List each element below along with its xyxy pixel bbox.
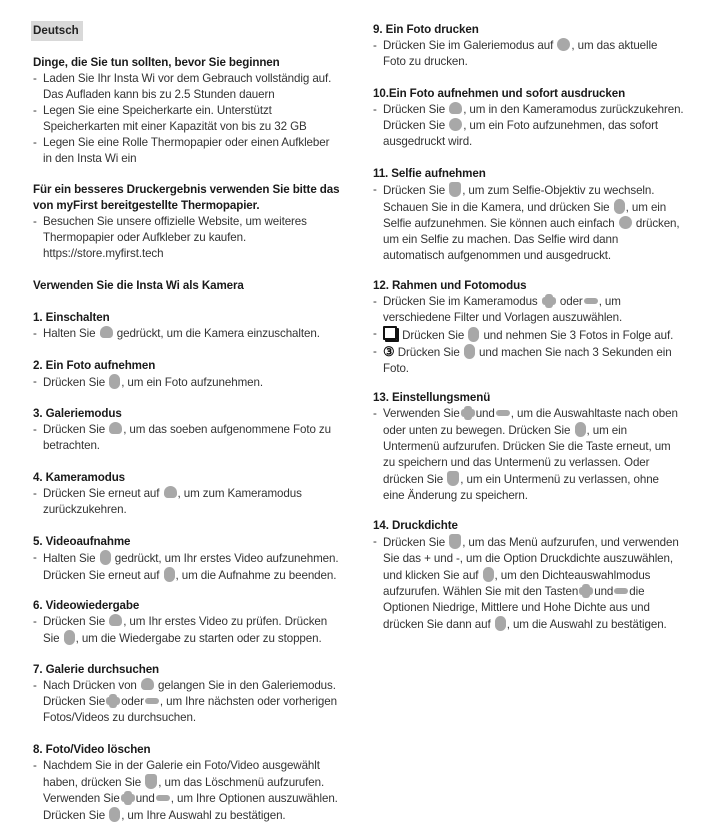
print-button-icon [557, 38, 570, 51]
section-14: 14. Druckdichte - Drücken Sie , um das Menü aufzurufen, und verwenden Sie das + und -, um die Option Druckdichte auszuwählen, und klicken Sie auf , um den Dichteauswahlmodus aufzurufen. Wählen Sie mit den Tasten und die Optionen Niedrige, Mittlere und Hohe Dichte aus und drücken Sie dann auf , um die Auswahl zu bestätigen. [373, 519, 679, 631]
section-12: 12. Rahmen und Fotomodus - Drücken Sie im Kameramodus oder , um verschiedene Filter und Vorlagen auszuwählen. - Drücken Sie und nehmen Sie 3 Fotos in Folge auf. - ③ Drücken Sie und machen Sie nach 3 Sekunden ein Foto. [373, 279, 674, 375]
minus-button-icon [156, 795, 170, 801]
section-1: 1. Einschalten - Halten Sie gedrückt, um die Kamera einzuschalten. [33, 311, 320, 340]
section-5: 5. Videoaufnahme - Halten Sie gedrückt, um Ihr erstes Video aufzunehmen. Drücken Sie erneut auf , um die Aufnahme zu beenden. [33, 535, 339, 582]
section-7: 7. Galerie durchsuchen - Nach Drücken von gelangen Sie in den Galeriemodus. Drücken Sie oder , um Ihre nächsten oder vorherigen Fotos/Videos zu durchsuchen. [33, 663, 337, 724]
section-10: 10.Ein Foto aufnehmen und sofort ausdrucken - Drücken Sie , um in den Kameramodus zurückzukehren. Drücken Sie , um ein Foto aufzunehmen, das sofort ausgedruckt wird. [373, 87, 684, 148]
plus-button-icon [121, 791, 135, 805]
shutter-button-icon [464, 344, 475, 359]
plus-button-icon [579, 584, 593, 598]
section-2: 2. Ein Foto aufnehmen - Drücken Sie , um ein Foto aufzunehmen. [33, 359, 263, 389]
section-9: 9. Ein Foto drucken - Drücken Sie im Galeriemodus auf , um das aktuelle Foto zu drucken. [373, 23, 658, 68]
section-paper: Für ein besseres Druckergebnis verwenden Sie bitte das von myFirst bereitgestellte Thermopapier. - Besuchen Sie unsere offizielle Website, um weiteres Thermopapier oder Aufkleber zu kaufen. https://store.myfirst.tech [33, 182, 353, 262]
shutter-button-icon [164, 567, 175, 582]
list-item: - Besuchen Sie unsere offizielle Website, um weiteres Thermopapier oder Aufkleber zu kaufen. https://store.myfirst.tech [33, 215, 307, 260]
gallery-button-icon [141, 678, 154, 690]
minus-button-icon [584, 298, 598, 304]
gallery-button-icon [449, 102, 462, 114]
shutter-button-icon [468, 327, 479, 342]
shutter-button-icon [575, 422, 586, 437]
language-label: Deutsch [31, 21, 83, 41]
list-item: - Legen Sie eine Speicherkarte ein. Unterstützt Speicherkarten mit einer Kapazität von bis zu 32 GB [33, 104, 307, 133]
timer-icon: ③ [383, 344, 395, 359]
store-link[interactable]: https://store.myfirst.tech [43, 247, 164, 260]
plus-button-icon [106, 694, 120, 708]
menu-button-icon [449, 534, 461, 549]
plus-button-icon [461, 406, 475, 420]
power-button-icon [100, 326, 113, 338]
shutter-button-icon [109, 807, 120, 822]
shutter-button-icon [483, 567, 494, 582]
section-4: 4. Kameramodus - Drücken Sie erneut auf , um zum Kameramodus zurückzukehren. [33, 471, 302, 516]
section-title: Dinge, die Sie tun sollten, bevor Sie beginnen [33, 56, 280, 69]
menu-button-icon [145, 774, 157, 789]
print-button-icon [449, 118, 462, 131]
menu-button-icon [447, 471, 459, 486]
shutter-button-icon [495, 616, 506, 631]
gallery-button-icon [109, 614, 122, 626]
section-before-start [33, 55, 353, 167]
print-button-icon [619, 216, 632, 229]
shutter-button-icon [100, 550, 111, 565]
gallery-button-icon [109, 422, 122, 434]
gallery-button-icon [164, 486, 177, 498]
shutter-button-icon [614, 199, 625, 214]
section-8: 8. Foto/Video löschen - Nachdem Sie in der Galerie ein Foto/Video ausgewählt haben, drücken Sie , um das Löschmenü aufzurufen. Verwenden Sie und , um Ihre Optionen auszuwählen. Drücken Sie , um Ihre Auswahl zu bestätigen. [33, 743, 338, 822]
section-6: 6. Videowiedergabe - Drücken Sie , um Ihr erstes Video zu prüfen. Drücken Sie , um die Wiedergabe zu starten oder zu stoppen. [33, 599, 328, 645]
plus-button-icon [542, 294, 556, 308]
selfie-button-icon [449, 182, 461, 197]
burst-mode-icon [383, 326, 397, 340]
minus-button-icon [145, 698, 159, 704]
section-3: 3. Galeriemodus - Drücken Sie , um das soeben aufgenommene Foto zu betrachten. [33, 407, 331, 452]
section-camera: Verwenden Sie die Insta Wi als Kamera [33, 279, 244, 292]
list-item: - Laden Sie Ihr Insta Wi vor dem Gebrauch vollständig auf. Das Aufladen kann bis zu 2.5 Stunden dauern [33, 72, 332, 101]
minus-button-icon [496, 410, 510, 416]
section-11: 11. Selfie aufnehmen - Drücken Sie , um zum Selfie-Objektiv zu wechseln. Schauen Sie in die Kamera, und drücken Sie , um ein Selfie aufzunehmen. Sie können auch einfach drücken, um ein Selfie zu machen. Das Selfie wird dann automatisch aufgenommen und ausgedruckt. [373, 167, 680, 262]
minus-button-icon [614, 588, 628, 594]
shutter-button-icon [64, 630, 75, 645]
section-13: 13. Einstellungsmenü - Verwenden Sie und , um die Auswahltaste nach oben oder unten zu bewegen. Drücken Sie , um ein Untermenü aufzurufen. Drücken Sie die Taste erneut, um zu speichern und das Untermenü zu verlassen. Oder drücken Sie , um ein Untermenü zu verlassen, ohne eine Änderung zu speichern. [373, 391, 678, 502]
list-item: - Legen Sie eine Rolle Thermopapier oder einen Aufkleber in den Insta Wi ein [33, 136, 330, 165]
shutter-button-icon [109, 374, 120, 389]
